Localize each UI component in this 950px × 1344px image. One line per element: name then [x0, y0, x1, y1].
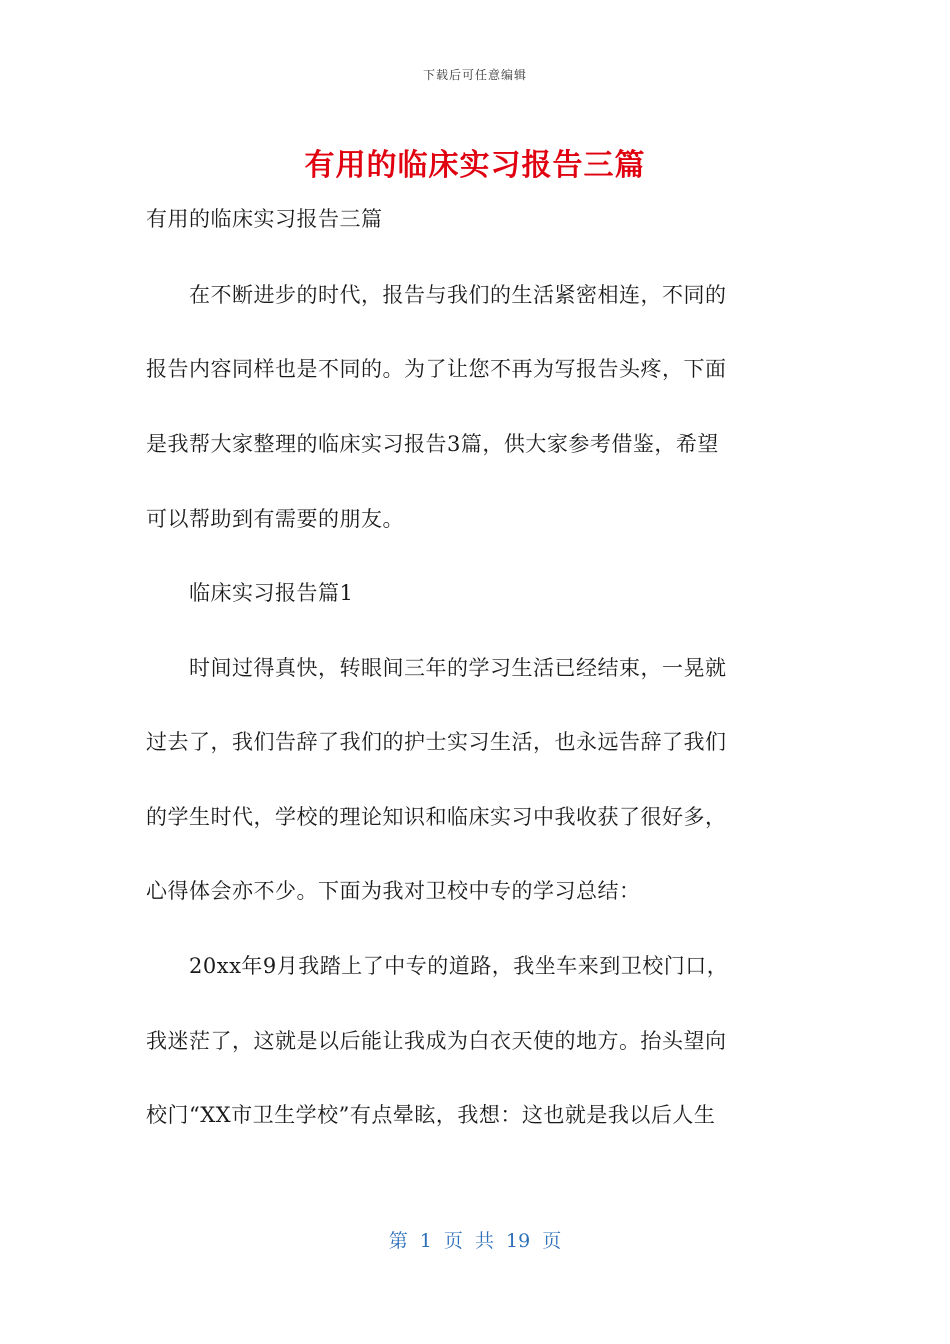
body-line-subtitle: 有用的临床实习报告三篇 — [146, 207, 383, 231]
body-line: 我迷茫了，这就是以后能让我成为白衣天使的地方。抬头望向 — [146, 1029, 727, 1053]
body-line: 过去了，我们告辞了我们的护士实习生活，也永远告辞了我们 — [146, 730, 727, 754]
body-line: 20xx年9月我踏上了中专的道路，我坐车来到卫校门口， — [146, 954, 729, 978]
body-line: 在不断进步的时代，报告与我们的生活紧密相连，不同的 — [146, 283, 727, 307]
body-line: 的学生时代，学校的理论知识和临床实习中我收获了很好多， — [146, 805, 727, 829]
body-line: 时间过得真快，转眼间三年的学习生活已经结束，一晃就 — [146, 656, 727, 680]
document-title: 有用的临床实习报告三篇 — [304, 148, 646, 183]
body-line: 心得体会亦不少。下面为我对卫校中专的学习总结： — [146, 879, 641, 903]
body-line: 是我帮大家整理的临床实习报告3篇，供大家参考借鉴，希望 — [146, 432, 719, 456]
body-line: 校门“XX市卫生学校”有点晕眩，我想：这也就是我以后人生 — [146, 1103, 716, 1127]
body-line: 可以帮助到有需要的朋友。 — [146, 507, 404, 531]
page-footer: 第 1 页 共 19 页 — [388, 1230, 562, 1252]
section-heading: 临床实习报告篇1 — [146, 581, 354, 605]
body-line: 报告内容同样也是不同的。为了让您不再为写报告头疼，下面 — [146, 357, 727, 381]
page-header: 下载后可任意编辑 — [422, 68, 527, 82]
